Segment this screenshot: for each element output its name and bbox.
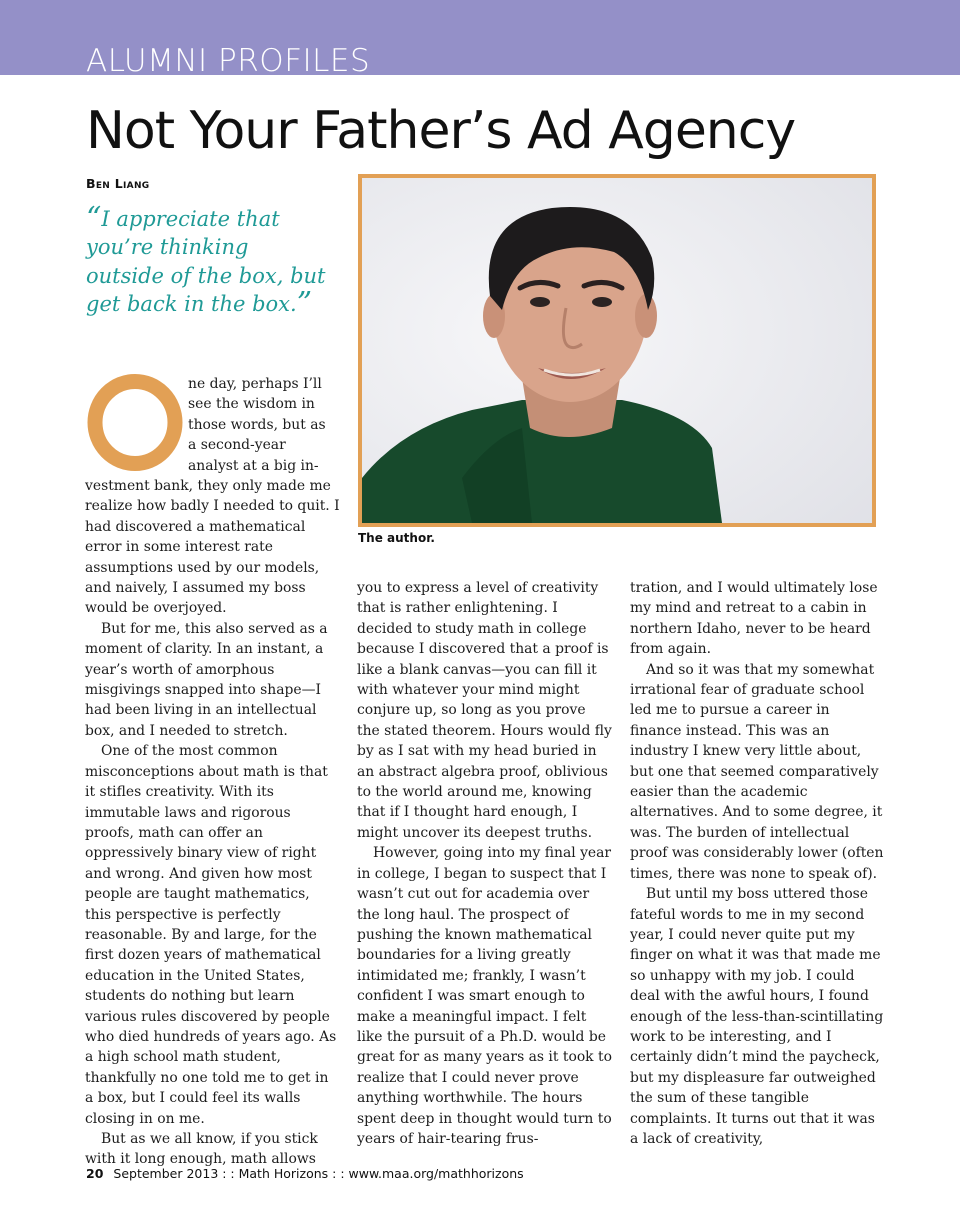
open-quote-mark: “ [86,201,102,236]
page-number: 20 [86,1166,104,1181]
page-footer [86,1166,524,1181]
close-quote-mark: ” [296,285,313,321]
article-title: Not Your Father’s Ad Agency [86,101,796,161]
paragraph: tration, and I would ultimately lose my mind and retreat to a cabin in northern Idaho, never to be heard from again. [630,580,878,658]
section-label: ALUMNI PROFILES [86,43,371,79]
paragraph: And so it was that my somewhat irrational fear of graduate school led me to pursue a career in finance instead. This was an industry I knew very little about, but one that seemed comparatively easier than the academic alternatives. And to some degree, it was. The burden of intellectual proof was considerably lower (often times, there was none to speak of). [630,661,884,882]
drop-cap [86,374,184,471]
pull-quote [86,201,326,321]
author-portrait-illustration [362,178,872,523]
paragraph: But for me, this also served as a moment of clarity. In an instant, a year’s worth of amorphous misgivings snapped into shape—I had been living in an intellectual box, and I needed to stretch. [85,620,328,739]
column-2 [357,578,612,1149]
paragraph: But as we all know, if you stick with it long enough, math allows [85,1131,318,1168]
pull-quote-text: I appreciate that you’re thinking outside of the box, but get back in the box. [86,207,326,316]
paragraph: vestment bank, they only made me realize how badly I needed to quit. I had discovered a mathematical error in some interest rate assumptions used by our models, and naively, I assumed my boss would be overjoyed. [85,478,340,617]
author-byline: Ben Liang [86,176,150,191]
lead-in-paragraph [188,374,338,476]
footer-text: September 2013 : : Math Horizons : : www.maa.org/mathhorizons [113,1166,524,1181]
author-photo [358,174,876,527]
paragraph: But until my boss uttered those fateful words to me in my second year, I could never quite put my finger on what it was that made me so unhappy with my job. I could deal with the awful hours, I found enough of the less-than-scintillating work to be interesting, and I certainly didn’t mind the paycheck, but my displeasure far outweighed the sum of these tangible complaints. It turns out that it was a lack of creativity, [630,886,884,1147]
photo-caption: The author. [358,531,435,545]
paragraph: you to express a level of creativity that is rather enlightening. I decided to study math in college because I discovered that a proof is like a blank canvas—you can fill it with whatever your mind might conjure up, so long as you prove the stated theorem. Hours would fly by as I sat with my head buried in an abstract algebra proof, oblivious to the world around me, knowing that if I thought hard enough, I might uncover its deepest truths. [357,580,612,841]
column-1 [85,476,340,1170]
drop-cap-letter: O [86,374,87,375]
paragraph: One of the most common misconceptions about math is that it stifles creativity. With its immutable laws and rigorous proofs, math can offer an oppressively binary view of right and wrong. And given how most people are taught mathematics, this perspective is perfectly reasonable. By and large, for the first dozen years of mathematical education in the United States, students do nothing but learn various rules discovered by people who died hundreds of years ago. As a high school math student, thankfully no one told me to get in a box, but I could feel its walls closing in on me. [85,743,337,1127]
lead-in-text: ne day, perhaps I’ll see the wisdom in those words, but as a second-year analyst at a big in- [188,376,326,474]
column-3 [630,578,885,1149]
paragraph: However, going into my final year in college, I began to suspect that I wasn’t cut out for academia over the long haul. The prospect of pushing the known mathematical boundaries for a living greatly intimidated me; frankly, I wasn’t confident I was smart enough to make a meaningful impact. I felt like the pursuit of a Ph.D. would be great for as many years as it took to realize that I could never prove anything worthwhile. The hours spent deep in thought would turn to years of hair-tearing frus- [357,845,612,1147]
